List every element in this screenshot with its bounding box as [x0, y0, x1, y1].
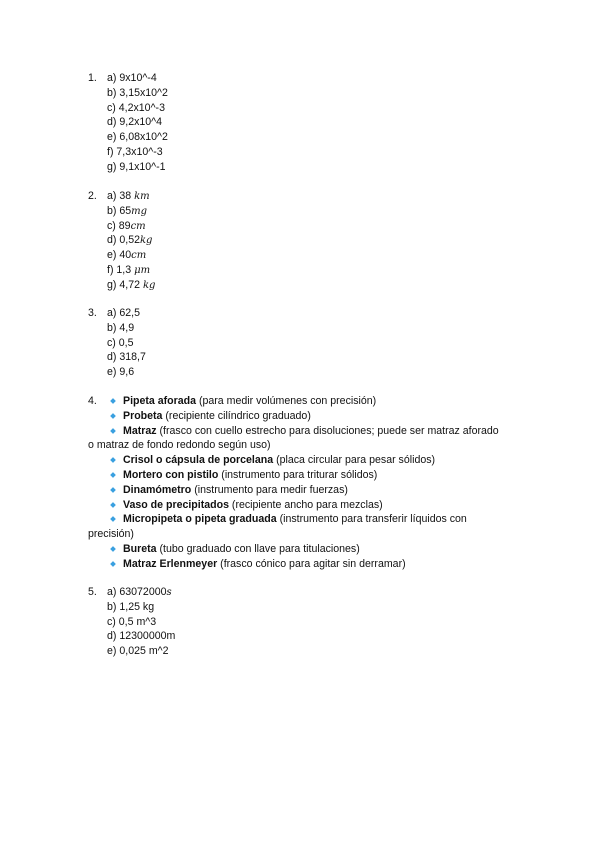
answer-item: c) 0,5 m^3 [107, 615, 157, 628]
section-number: 4. [88, 395, 97, 407]
bullet-item [107, 468, 532, 483]
bullet-item [107, 483, 532, 498]
answer-item [107, 189, 532, 204]
bullet-term: Bureta [123, 542, 157, 555]
unit-symbol: kg [139, 235, 153, 247]
unit-symbol: μm [134, 264, 151, 276]
answer-item: c) 0,5 [107, 336, 134, 349]
bullet-desc: (instrumento para triturar sólidos) [218, 468, 378, 481]
diamond-bullet-icon [110, 487, 116, 493]
bullet-desc: (tubo graduado con llave para titulaciones) [156, 542, 360, 555]
answer-value: c) 89 [107, 219, 131, 232]
bullet-item [107, 498, 532, 513]
diamond-bullet-icon [110, 398, 116, 404]
section-number: 1. [88, 72, 97, 84]
answer-item: f) 7,3x10^-3 [107, 145, 163, 158]
answer-item: c) 4,2x10^-3 [107, 101, 165, 114]
bullet-term: Matraz Erlenmeyer [123, 557, 218, 570]
section-number: 2. [88, 190, 97, 202]
bullet-item [107, 542, 532, 557]
section-number: 3. [88, 307, 97, 319]
section-number: 5. [88, 586, 97, 598]
answer-item: b) 3,15x10^2 [107, 86, 168, 99]
bullet-desc: (recipiente ancho para mezclas) [228, 498, 383, 511]
answer-item [107, 585, 532, 600]
diamond-bullet-icon [110, 472, 116, 478]
answer-value: a) 38 [107, 190, 135, 202]
bullet-desc: (placa circular para pesar sólidos) [273, 454, 436, 467]
bullet-term: Matraz [123, 424, 157, 437]
answer-item: d) 318,7 [107, 351, 146, 364]
answer-item: b) 4,9 [107, 321, 135, 334]
bullet-item [107, 394, 532, 409]
diamond-bullet-icon [110, 546, 116, 552]
answer-value: e) 40 [107, 249, 132, 262]
answer-value: b) 65 [107, 204, 132, 217]
bullet-term: Pipeta aforada [123, 395, 197, 407]
bullet-continuation: o matraz de fondo redondo según uso) [88, 439, 271, 452]
diamond-bullet-icon [110, 428, 116, 434]
answer-item [107, 278, 532, 293]
diamond-bullet-icon [110, 413, 116, 419]
bullet-desc: (frasco con cuello estrecho para disoluciones; puede ser matraz aforado [156, 424, 499, 437]
answer-item: a) 9x10^-4 [107, 72, 157, 84]
bullet-desc: (instrumento para transferir líquidos con [276, 513, 467, 526]
diamond-bullet-icon [110, 502, 116, 508]
answer-item [107, 233, 532, 248]
bullet-term: Vaso de precipitados [123, 498, 229, 511]
answer-value: f) 1,3 [107, 263, 135, 276]
answer-value: d) 0,52 [107, 234, 140, 247]
bullet-desc: (instrumento para medir fuerzas) [191, 483, 348, 496]
answer-item: d) 12300000m [107, 630, 176, 643]
bullet-term: Probeta [123, 409, 163, 422]
bullet-term: Mortero con pistilo [123, 468, 219, 481]
answer-item: d) 9,2x10^4 [107, 116, 163, 129]
unit-symbol: kg [142, 279, 156, 291]
bullet-item [88, 424, 532, 454]
answer-item: e) 6,08x10^2 [107, 131, 168, 144]
bullet-item [107, 409, 532, 424]
diamond-bullet-icon [110, 457, 116, 463]
bullet-continuation: precisión) [88, 528, 134, 541]
bullet-item [88, 512, 532, 542]
answer-item: e) 9,6 [107, 366, 135, 379]
bullet-term: Dinamómetro [123, 483, 192, 496]
answer-item [107, 219, 532, 234]
bullet-desc: (recipiente cilíndrico graduado) [162, 409, 311, 422]
unit-symbol: km [134, 191, 150, 202]
unit-symbol: mg [131, 205, 148, 217]
bullet-item [107, 453, 532, 468]
diamond-bullet-icon [110, 561, 116, 567]
answer-value: g) 4,72 [107, 278, 143, 291]
unit-symbol: cm [131, 250, 147, 262]
unit-symbol: cm [130, 220, 146, 232]
bullet-desc: (para medir volúmenes con precisión) [196, 395, 377, 407]
bullet-item [107, 557, 532, 572]
bullet-term: Micropipeta o pipeta graduada [123, 513, 277, 526]
answer-value: a) 63072000 [107, 586, 167, 598]
diamond-bullet-icon [110, 517, 116, 523]
answer-item: g) 9,1x10^-1 [107, 160, 166, 173]
answer-item: e) 0,025 m^2 [107, 645, 169, 658]
unit-symbol: s [166, 587, 172, 598]
bullet-term: Crisol o cápsula de porcelana [123, 454, 274, 467]
bullet-desc: (frasco cónico para agitar sin derramar) [217, 557, 406, 570]
answer-item: a) 62,5 [107, 307, 140, 319]
answer-item [107, 263, 532, 278]
answer-item: b) 1,25 kg [107, 600, 155, 613]
answer-item [107, 248, 532, 263]
answer-item [107, 204, 532, 219]
